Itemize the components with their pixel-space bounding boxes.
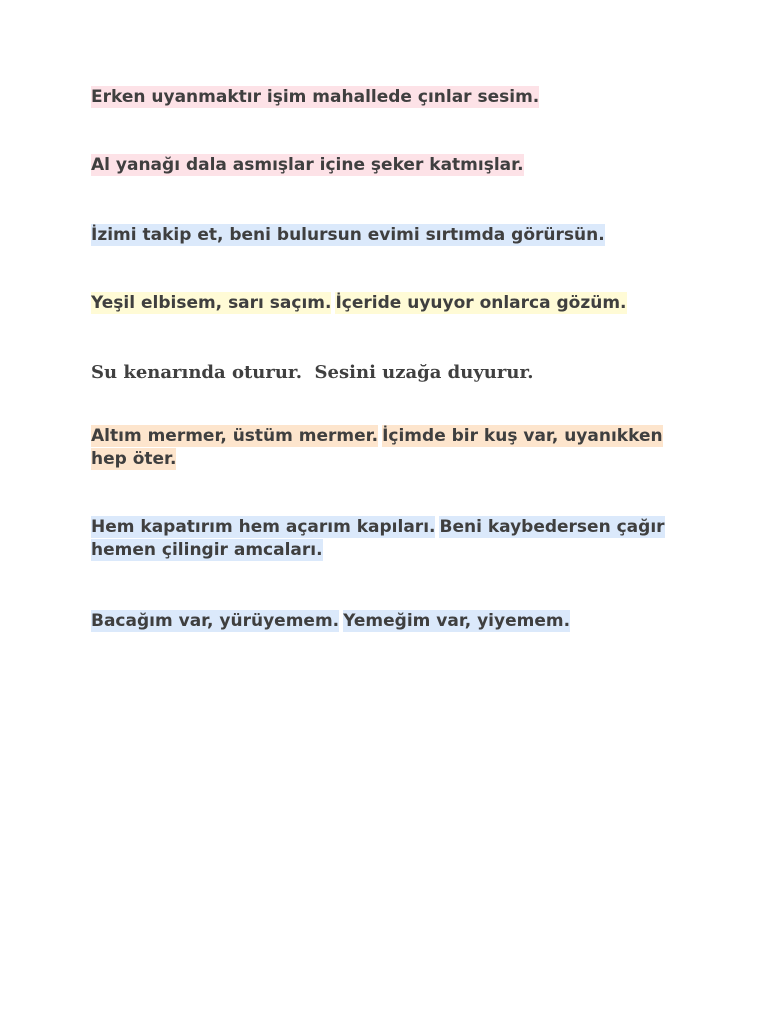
- riddle-4: [91, 292, 676, 315]
- riddle-2: [91, 154, 676, 177]
- riddle-text: Al yanağı dala asmışlar içine şeker katmışlar.: [91, 155, 524, 175]
- riddle-text: Yemeğim var, yiyemem.: [343, 611, 571, 631]
- riddle-text: İçimde bir kuş var, uyanıkken hep öter.: [91, 426, 663, 469]
- riddle-3: [91, 224, 676, 247]
- riddle-8: [91, 610, 676, 633]
- riddle-text: Beni kaybedersen çağır hemen çilingir amcaları.: [91, 517, 665, 560]
- riddle-text: Su kenarında oturur. Sesini uzağa duyurur.: [91, 362, 534, 383]
- riddle-6: [91, 425, 676, 471]
- riddle-text: Yeşil elbisem, sarı saçım.: [91, 293, 332, 313]
- riddle-text: Hem kapatırım hem açarım kapıları.: [91, 517, 436, 537]
- riddle-text: Bacağım var, yürüyemem.: [91, 611, 340, 631]
- riddle-text: İçeride uyuyor onlarca gözüm.: [335, 293, 627, 313]
- riddle-1: [91, 86, 676, 109]
- riddle-text: Altım mermer, üstüm mermer.: [91, 426, 379, 446]
- riddle-text: Erken uyanmaktır işim mahallede çınlar sesim.: [91, 87, 540, 107]
- riddle-5: [91, 361, 676, 384]
- riddle-text: İzimi takip et, beni bulursun evimi sırtımda görürsün.: [91, 225, 605, 245]
- riddle-7: [91, 516, 676, 562]
